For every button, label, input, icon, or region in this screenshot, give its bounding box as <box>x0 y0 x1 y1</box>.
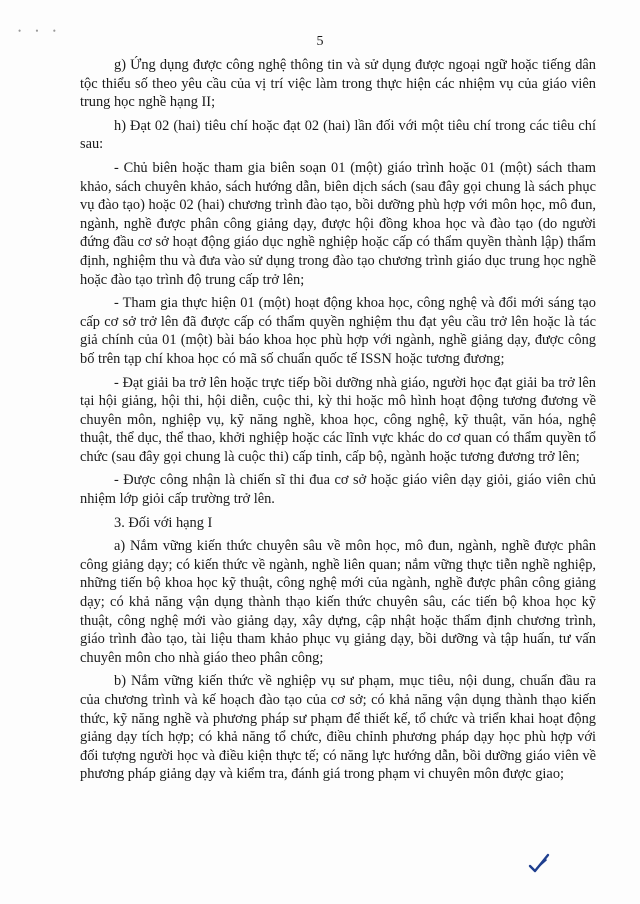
criterion-research: - Tham gia thực hiện 01 (một) hoạt động khoa học, công nghệ và đổi mới sáng tạo cấp cơ sở trở lên đã được cấp có thẩm quyền nghiệm thu đạt yêu cầu trở lên hoặc là tác giả chính của 01 (một) bài báo khoa học phù hợp với ngành, nghề giảng dạy, được công bố trên tạp chí khoa học có mã số chuẩn quốc tế ISSN hoặc tương đương; <box>80 295 596 367</box>
criterion-award: - Đạt giải ba trở lên hoặc trực tiếp bồi dưỡng nhà giáo, người học đạt giải ba trở lên tại hội giảng, hội thi, hội diễn, cuộc thi, kỳ thi hoặc mô hình hoạt động tương đương về chuyên môn, nghiệp vụ, kỹ năng nghề, khoa học, công nghệ, kỹ thuật, văn hóa, nghệ thuật, thể dục, thể thao, khởi nghiệp hoặc các lĩnh vực khác do cơ quan có thẩm quyền tổ chức (sau đây gọi chung là cuộc thi) cấp tỉnh, cấp bộ, ngành hoặc tương đương trở lên; <box>80 374 596 465</box>
paragraph-g: g) Ứng dụng được công nghệ thông tin và sử dụng được ngoại ngữ hoặc tiếng dân tộc thiểu số theo yêu cầu của vị trí việc làm trong thực hiện các nhiệm vụ của giáo viên trung học nghề hạng II; <box>80 57 596 111</box>
section-heading-grade-1: 3. Đối với hạng I <box>114 514 213 531</box>
paragraph-h: h) Đạt 02 (hai) tiêu chí hoặc đạt 02 (hai) lần đối với một tiêu chí trong các tiêu chí sau: <box>80 117 596 153</box>
scan-artifact-dots: • • • <box>18 26 62 36</box>
page-body <box>80 56 596 789</box>
pen-check-mark-icon <box>528 852 550 874</box>
criterion-recognition: - Được công nhận là chiến sĩ thi đua cơ sở hoặc giáo viên dạy giỏi, giáo viên chủ nhiệm lớp giỏi cấp trường trở lên. <box>80 472 596 508</box>
criterion-textbook: - Chủ biên hoặc tham gia biên soạn 01 (một) giáo trình hoặc 01 (một) sách tham khảo, sách chuyên khảo, sách hướng dẫn, biên dịch sách (sau đây gọi chung là sách phục vụ đào tạo) hoặc 02 (hai) chương trình đào tạo, bồi dưỡng phù hợp với môn học, mô đun, ngành, nghề được phân công giảng dạy, được hội đồng khoa học và đào tạo (do người đứng đầu cơ sở hoạt động giáo dục nghề nghiệp hoặc cấp có thẩm quyền thành lập) thẩm định, nghiệm thu và đưa vào sử dụng trong đào tạo chương trình giáo dục trung học nghề hoặc đào tạo trình độ trung cấp trở lên; <box>80 159 596 288</box>
page-number: 5 <box>316 34 324 49</box>
paragraph-b: b) Nắm vững kiến thức về nghiệp vụ sư phạm, mục tiêu, nội dung, chuẩn đầu ra của chương trình và kế hoạch đào tạo của cơ sở; có khả năng vận dụng thành thạo kiến thức, kỹ năng nghề và phương pháp sư phạm để thiết kế, tổ chức và triển khai hoạt động giảng dạy tích hợp; có khả năng tổ chức, điều chỉnh phương pháp dạy học phù hợp với đối tượng người học và điều kiện thực tế; có năng lực hướng dẫn, bồi dưỡng giáo viên về phương pháp giảng dạy và kiểm tra, đánh giá trong phạm vi chuyên môn được giao; <box>80 673 596 783</box>
paragraph-a: a) Nắm vững kiến thức chuyên sâu về môn học, mô đun, ngành, nghề được phân công giảng dạy; có kiến thức về ngành, nghề liên quan; nắm vững thực tiễn nghề nghiệp, những tiến bộ khoa học kỹ thuật, công nghệ mới của ngành, nghề được phân công giảng dạy; có khả năng vận dụng thành thạo kiến thức chuyên sâu, các tiến bộ khoa học kỹ thuật, công nghệ mới vào giảng dạy, xây dựng, cập nhật hoặc thẩm định chương trình, giáo trình đào tạo, tài liệu tham khảo phục vụ giảng dạy, bồi dưỡng và tập huấn, tư vấn chuyên môn cho nhà giáo theo phân công; <box>80 538 596 666</box>
